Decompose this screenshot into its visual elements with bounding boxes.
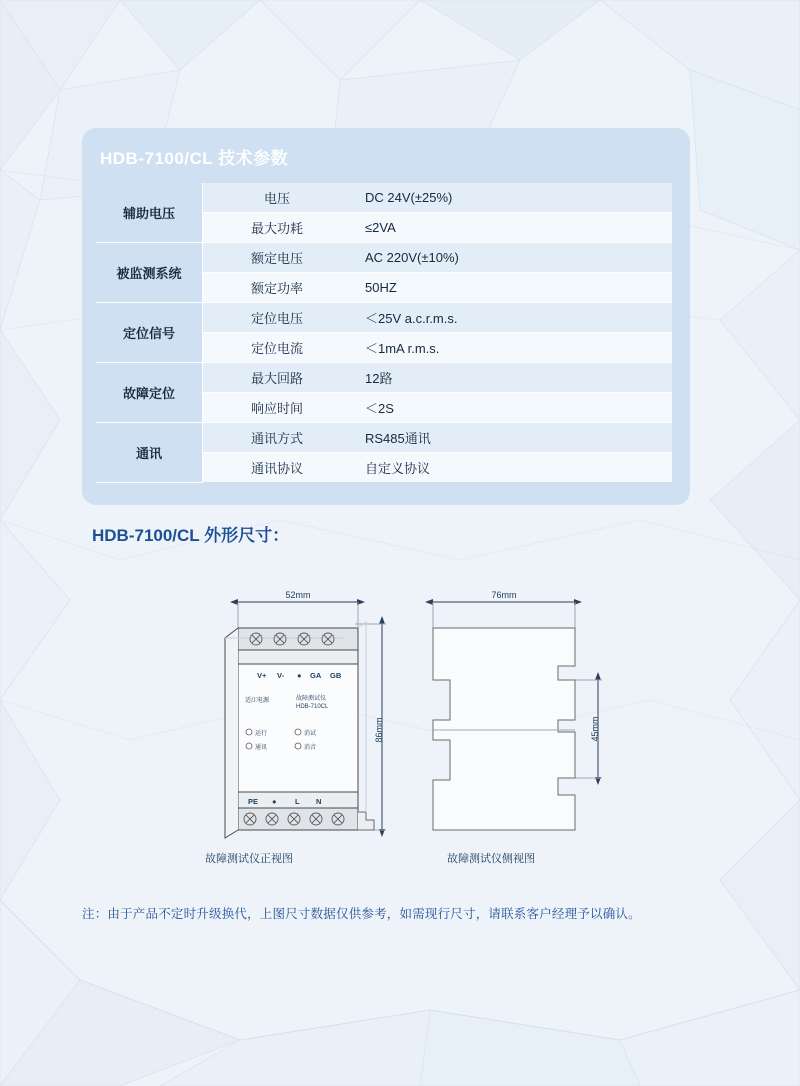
front-width-label: 52mm [285,590,311,600]
spec-group: 故障定位 [96,363,203,423]
spec-item: 通讯协议 [203,453,352,483]
terminal-label-l: L [295,797,300,806]
spec-item: 最大功耗 [203,213,352,243]
terminal-label-ga: GA [310,671,322,680]
side-view-caption: 故障测试仪侧视图 [447,853,535,865]
spec-item: 通讯方式 [203,423,352,453]
terminal-label-vplus: V+ [257,671,267,680]
table-row [96,363,672,393]
spec-group: 通讯 [96,423,203,483]
spec-item: 最大回路 [203,363,352,393]
led-label-comm: 通讯 [255,745,268,751]
table-row [96,183,672,213]
spec-group: 被监测系统 [96,243,203,303]
spec-item: 定位电流 [203,333,352,363]
dimension-drawings [150,580,650,880]
label-model: HDB-710CL [296,704,329,710]
spec-value: 12路 [351,363,672,393]
spec-value: AC 220V(±10%) [351,243,672,273]
dimensions-heading: HDB-7100/CL 外形尺寸： [92,526,290,545]
spec-value: ＜2S [351,393,672,423]
spec-item: 电压 [203,183,352,213]
spec-value: DC 24V(±25%) [351,183,672,213]
footnote: 注：由于产品不定时升级换代，上图尺寸数据仅供参考，如需现行尺寸，请联系客户经理予以确认。 [82,907,641,921]
table-row [96,243,672,273]
spec-item: 定位电压 [203,303,352,333]
terminal-label-dot: ● [297,671,302,680]
led-label-mute: 消音 [304,745,317,751]
spec-item: 额定电压 [203,243,352,273]
side-width-label: 76mm [491,590,517,600]
spec-item: 响应时间 [203,393,352,423]
label-device: 故障测试仪 [296,696,327,702]
led-label-test: 消试 [304,731,317,737]
spec-group: 辅助电压 [96,183,203,243]
terminal-label-gb: GB [330,671,342,680]
side-height-label: 45mm [590,716,600,742]
spec-table [96,183,672,483]
spec-value: ≤2VA [351,213,672,243]
spec-item: 额定功率 [203,273,352,303]
terminal-label-n: N [316,797,322,806]
terminal-label-dot2: ● [272,797,277,806]
led-label-run: 运行 [255,731,268,737]
terminal-label-vminus: V- [277,671,285,680]
terminal-label-pe: PE [248,797,259,806]
spec-value: 50HZ [351,273,672,303]
spec-title: HDB-7100/CL 技术参数 [100,149,289,168]
spec-group: 定位信号 [96,303,203,363]
spec-value: ＜25V a.c.r.m.s. [351,303,672,333]
table-row [96,303,672,333]
front-height-label: 86mm [374,717,384,743]
spec-card [82,128,690,505]
spec-value: 自定义协议 [351,453,672,483]
label-power: 适江电源 [245,698,270,704]
spec-value: ＜1mA r.m.s. [351,333,672,363]
front-view-caption: 故障测试仪正视图 [205,853,293,865]
spec-value: RS485通讯 [351,423,672,453]
table-row [96,423,672,453]
